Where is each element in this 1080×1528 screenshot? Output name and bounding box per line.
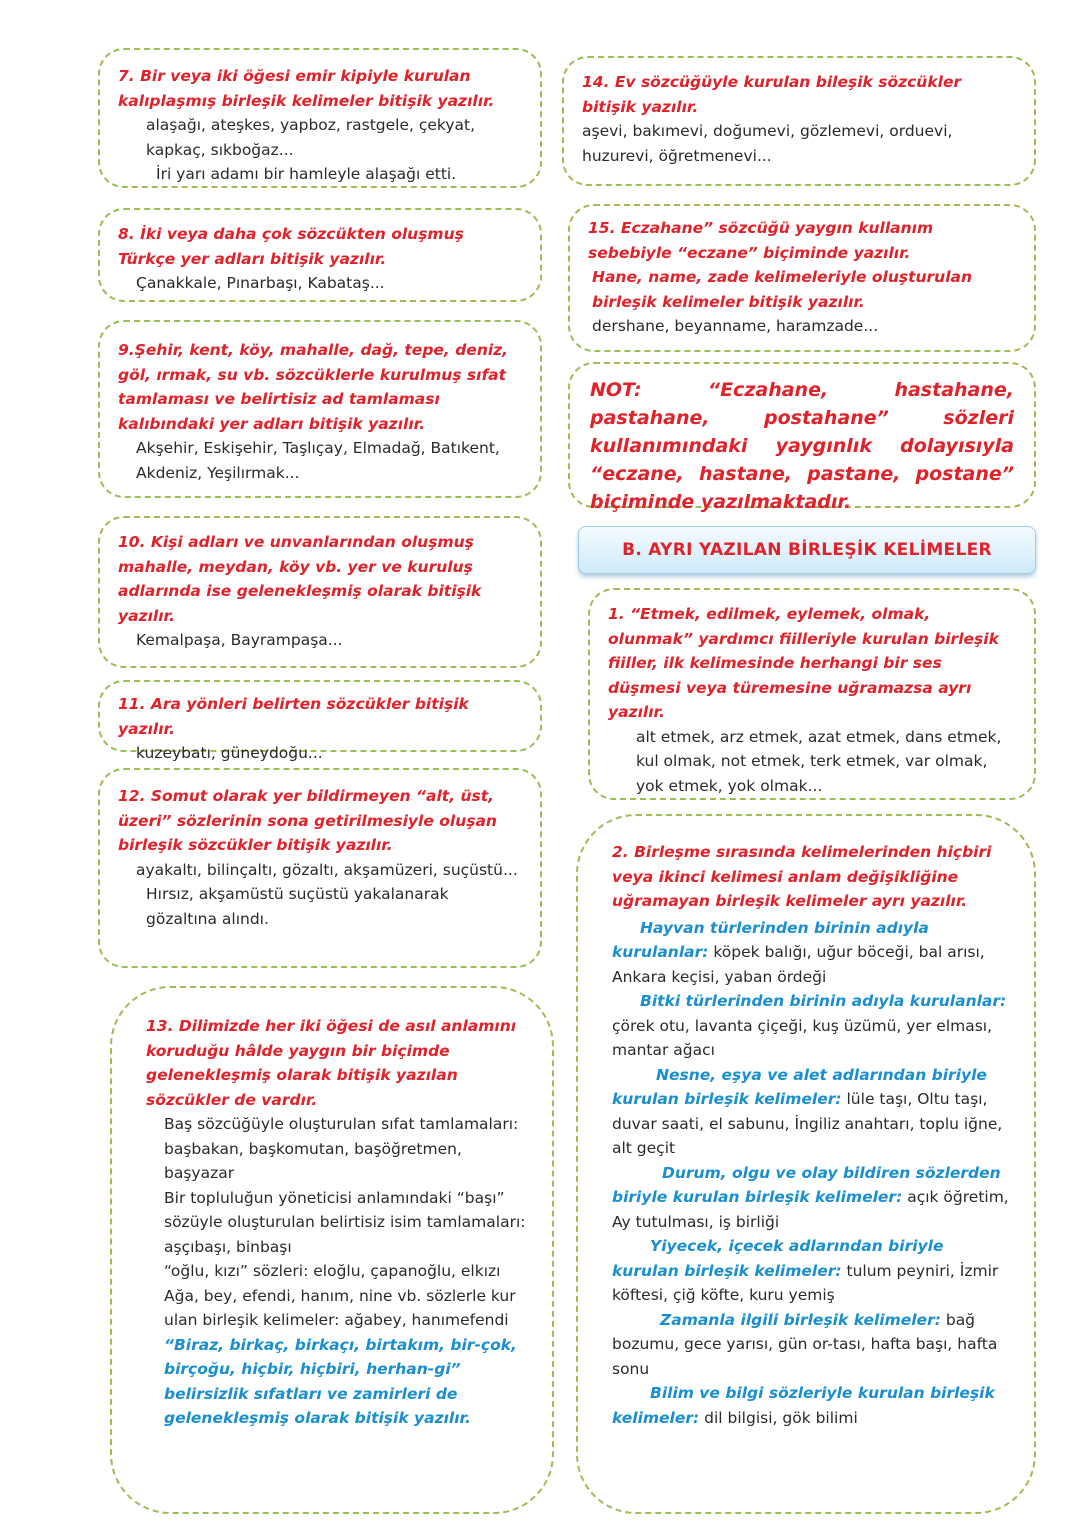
rule-8-heading: 8. İki veya daha çok sözcükten oluşmuş Türkçe yer adları bitişik yazılır. <box>118 225 464 268</box>
rule-7-sentence: İri yarı adamı bir hamleyle alaşağı etti. <box>156 165 457 183</box>
rule-10-examples: Kemalpaşa, Bayrampaşa... <box>136 631 343 649</box>
b2-item <box>612 916 1014 990</box>
rule-b1-box <box>588 588 1036 800</box>
rule-15-examples: dershane, beyanname, haramzade... <box>592 317 879 335</box>
rule-15-box <box>568 204 1036 352</box>
rule-12-heading: 12. Somut olarak yer bildirmeyen “alt, üst, üzeri” sözlerinin sona getirilmesiyle oluşan birleşik sözcükler bitişik yazılır. <box>118 787 497 854</box>
rule-11-heading: 11. Ara yönleri belirten sözcükler bitişik yazılır. <box>118 695 469 738</box>
b2-item-text: köpek balığı, uğur böceği, bal arısı, Ankara keçisi, yaban ördeği <box>612 943 985 986</box>
rule-13-heading: 13. Dilimizde her iki öğesi de asıl anlamını koruduğu hâlde yaygın bir biçimde gelenekleşmiş olarak bitişik yazılan sözcükler de vardır. <box>146 1017 517 1109</box>
b2-item <box>612 1381 1014 1430</box>
b2-item-label: Zamanla ilgili birleşik kelimeler: <box>660 1310 941 1329</box>
b2-item <box>612 1234 1014 1308</box>
section-title: B. AYRI YAZILAN BİRLEŞİK KELİMELER <box>622 540 992 560</box>
b2-item-label: Hayvan türlerinden birinin adıyla kurulanlar: <box>612 918 929 961</box>
rule-13-p5: “Biraz, birkaç, birkaçı, birtakım, bir-çok, birçoğu, hiçbir, hiçbiri, herhan-gi” belirsizlik sıfatları ve zamirleri de gelenekleşmiş olarak bitişik yazılır. <box>164 1335 517 1427</box>
rule-12-box <box>98 768 542 968</box>
rule-9-box <box>98 320 542 498</box>
rule-15-heading-2: Hane, name, zade kelimeleriyle oluşturulan birleşik kelimeler bitişik yazılır. <box>592 268 973 311</box>
rule-13-p4: Ağa, bey, efendi, hanım, nine vb. sözlerle kur ulan birleşik kelimeler: ağabey, hanımefendi <box>164 1286 516 1329</box>
rule-13-p1: Baş sözcüğüyle oluşturulan sıfat tamlamaları: başbakan, başkomutan, başöğretmen, başyazar <box>164 1115 519 1182</box>
rule-15-heading-1: 15. Eczahane” sözcüğü yaygın kullanım sebebiyle “eczane” biçiminde yazılır. <box>588 219 934 262</box>
rule-7-heading: 7. Bir veya iki öğesi emir kipiyle kurulan kalıplaşmış birleşik kelimeler bitişik yazılır. <box>118 67 495 110</box>
b2-item <box>612 1063 1014 1161</box>
b2-item-text: çörek otu, lavanta çiçeği, kuş üzümü, yer elması, mantar ağacı <box>612 1016 993 1059</box>
note-box <box>568 362 1036 513</box>
b2-item-text: tulum peyniri, İzmir köftesi, çiğ köfte, kuru yemiş <box>612 1261 999 1304</box>
rule-14-heading: 14. Ev sözcüğüyle kurulan bileşik sözcükler bitişik yazılır. <box>582 73 962 116</box>
rule-b2-box <box>576 814 1036 1514</box>
b2-item-text: dil bilgisi, gök bilimi <box>699 1408 858 1427</box>
note-text: NOT: “Eczahane, hastahane, pastahane, postahane” sözleri kullanımındaki yaygınlık dolayısıyla “eczane, hastane, pastane, postane” biçiminde yazılmaktadır. <box>590 379 1014 513</box>
b2-item <box>612 1308 1014 1382</box>
rule-b2-heading: 2. Birleşme sırasında kelimelerinden hiçbiri veya ikinci kelimesi anlam değişikliğine uğramayan birleşik kelimeler ayrı yazılır. <box>612 843 992 910</box>
b2-item-label: Bilim ve bilgi sözleriyle kurulan birleşik kelimeler: <box>612 1384 995 1427</box>
rule-7-examples: alaşağı, ateşkes, yapboz, rastgele, çekyat, kapkaç, sıkboğaz... <box>146 116 476 159</box>
b2-item <box>612 989 1014 1063</box>
rule-b1-heading: 1. “Etmek, edilmek, eylemek, olmak, olunmak” yardımcı fiilleriyle kurulan birleşik fiiller, ilk kelimesinde herhangi bir ses düşmesi veya türemesine uğramazsa ayrı yazılır. <box>608 605 999 721</box>
rule-9-heading: 9.Şehir, kent, köy, mahalle, dağ, tepe, deniz, göl, ırmak, su vb. sözcüklerle kurulmuş sıfat tamlaması ve belirtisiz ad tamlaması kalıbındaki yer adları bitişik yazılır. <box>118 341 509 433</box>
rule-9-examples: Akşehir, Eskişehir, Taşlıçay, Elmadağ, Batıkent, Akdeniz, Yeşilırmak... <box>136 439 500 482</box>
rule-12-examples: ayakaltı, bilinçaltı, gözaltı, akşamüzeri, suçüstü... <box>136 860 518 879</box>
b2-item-text: bağ bozumu, gece yarısı, gün or-tası, hafta başı, hafta sonu <box>612 1310 998 1378</box>
b2-item-label: Durum, olgu ve olay bildiren sözlerden biriyle kurulan birleşik kelimeler: <box>612 1163 1001 1206</box>
rule-10-heading: 10. Kişi adları ve unvanlarından oluşmuş mahalle, meydan, köy vb. yer ve kuruluş adlarında ise gelenekleşmiş olarak bitişik yazılır. <box>118 533 482 625</box>
b2-item-label: Bitki türlerinden birinin adıyla kurulanlar: <box>640 992 1007 1010</box>
b2-item-text: açık öğretim, Ay tutulması, iş birliği <box>612 1188 1009 1231</box>
b2-item-text: lüle taşı, Oltu taşı, duvar saati, el sabunu, İngiliz anahtarı, toplu iğne, alt geçit <box>612 1090 1003 1157</box>
section-title-banner <box>578 526 1036 574</box>
rule-12-sentence: Hırsız, akşamüstü suçüstü yakalanarak gözaltına alındı. <box>146 885 449 928</box>
rule-8-examples: Çanakkale, Pınarbaşı, Kabataş... <box>136 274 385 292</box>
rule-13-p2: Bir topluluğun yöneticisi anlamındaki “başı” sözüyle oluşturulan belirtisiz isim tamlamaları: aşçıbaşı, binbaşı <box>164 1188 526 1256</box>
b2-item-label: Nesne, eşya ve alet adlarından biriyle kurulan birleşik kelimeler: <box>612 1065 987 1108</box>
rule-8-box <box>98 208 542 302</box>
rule-7-box <box>98 48 542 188</box>
rule-b1-examples: alt etmek, arz etmek, azat etmek, dans etmek, kul olmak, not etmek, terk etmek, var olmak, yok etmek, yok olmak... <box>636 727 1002 795</box>
rule-10-box <box>98 516 542 668</box>
b2-item-label: Yiyecek, içecek adlarından biriyle kurulan birleşik kelimeler: <box>612 1237 944 1280</box>
rule-14-box <box>562 56 1036 186</box>
rule-11-box <box>98 680 542 762</box>
rule-13-box <box>110 986 554 1514</box>
b2-item <box>612 1161 1014 1235</box>
rule-13-p3: “oğlu, kızı” sözleri: eloğlu, çapanoğlu, elkızı <box>164 1262 501 1280</box>
rule-14-examples: aşevi, bakımevi, doğumevi, gözlemevi, orduevi, huzurevi, öğretmenevi... <box>582 122 953 165</box>
rule-11-examples: kuzeybatı, güneydoğu... <box>136 744 323 762</box>
